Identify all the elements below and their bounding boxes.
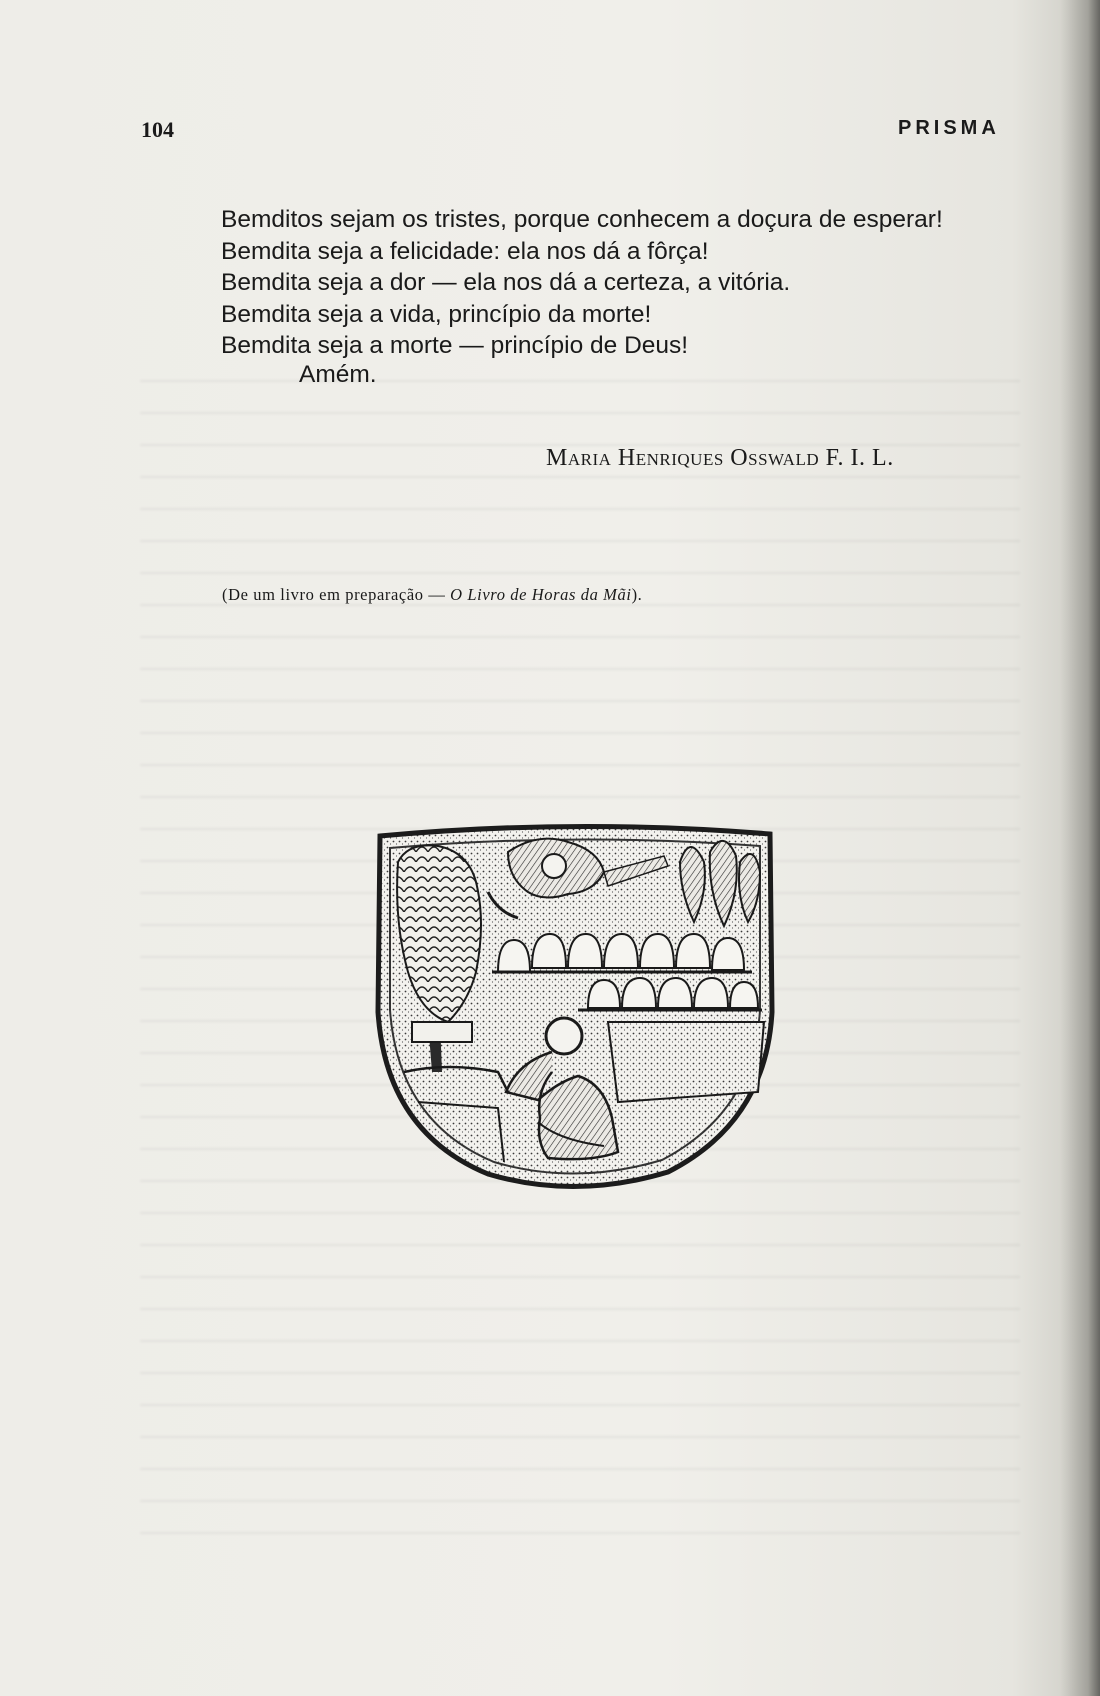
poem-line: Bemdita seja a vida, princípio da morte! [221, 300, 652, 328]
source-note-suffix: ). [631, 585, 643, 604]
author-signature: Maria Henriques Osswald F. I. L. [546, 445, 894, 471]
poem-line: Bemdita seja a dor — ela nos dá a certeza, a vitória. [221, 269, 791, 296]
poem-closing: Amém. [299, 361, 377, 388]
source-note [222, 585, 642, 605]
carved-relief-kneeling-figure-icon [368, 822, 782, 1198]
source-note-title: O Livro de Horas da Mãi [450, 585, 632, 604]
poem-line: Bemditos sejam os tristes, porque conhecem a doçura de esperar! [221, 206, 943, 233]
poem-line: Bemdita seja a morte — princípio de Deus! [221, 332, 689, 359]
running-head: PRISMA [898, 117, 1000, 139]
page-number: 104 [141, 117, 174, 142]
source-note-prefix: (De um livro em preparação — [222, 585, 451, 604]
binding-shadow [1060, 0, 1100, 1696]
poem-line: Bemdita seja a felicidade: ela nos dá a fôrça! [221, 237, 709, 265]
poem-stanza [221, 204, 981, 362]
